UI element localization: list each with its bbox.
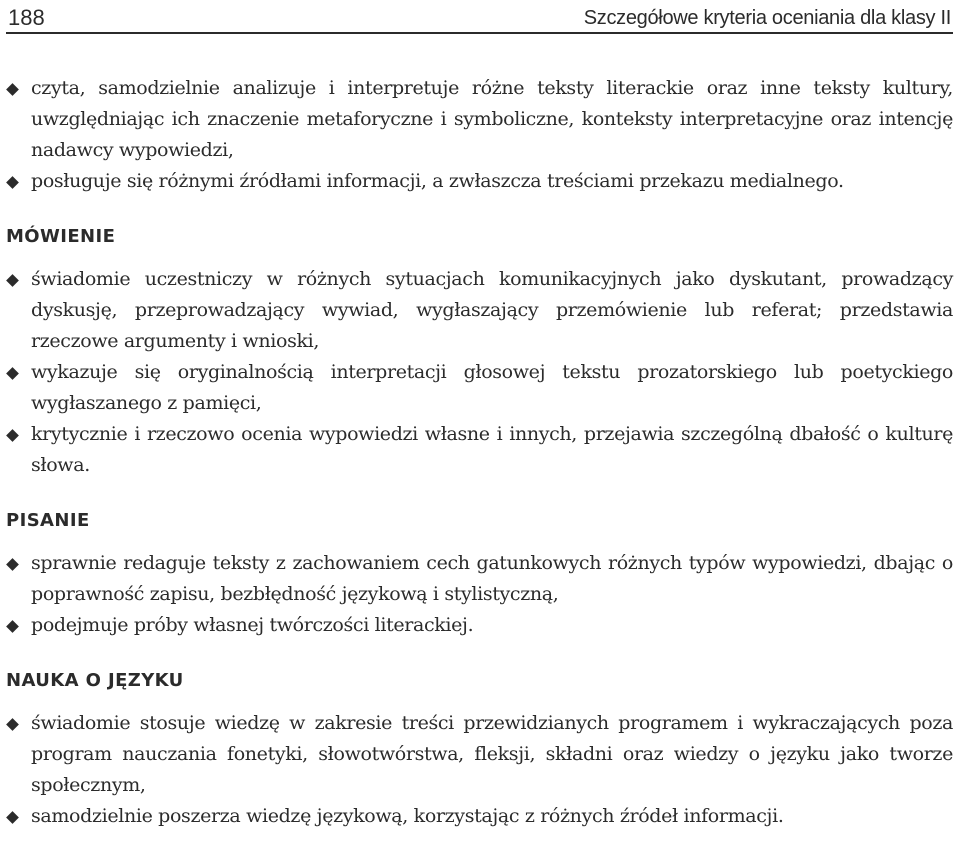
- diamond-bullet-icon: [6, 176, 19, 189]
- section-mowienie: [6, 226, 953, 481]
- list-item: świadomie stosuje wiedzę w zakresie treści przewidzianych programem i wykraczających poza program nauczania fonetyki, słowotwórstwa, fleksji, składni oraz wiedzy o języku jako tworze społecznym,: [6, 708, 953, 801]
- section-heading: MÓWIENIE: [6, 226, 116, 247]
- intro-list: [6, 73, 953, 197]
- diamond-bullet-icon: [6, 620, 19, 633]
- pisanie-list: [6, 548, 953, 641]
- nauka-o-jezyku-list: [6, 708, 953, 832]
- section-nauka-o-jezyku: [6, 670, 953, 832]
- list-item: samodzielnie poszerza wiedzę językową, korzystając z różnych źródeł informacji.: [6, 801, 953, 832]
- mowienie-list: [6, 264, 953, 481]
- diamond-bullet-icon: [6, 718, 19, 731]
- list-item: świadomie uczestniczy w różnych sytuacjach komunikacyjnych jako dyskutant, prowadzący dyskusję, przeprowadzający wywiad, wygłaszający przemówienie lub referat; przedstawia rzeczowe argumenty i wnioski,: [6, 264, 953, 357]
- list-item: posługuje się różnymi źródłami informacji, a zwłaszcza treściami przekazu medialnego.: [6, 166, 953, 197]
- intro-section: [6, 73, 953, 197]
- diamond-bullet-icon: [6, 83, 19, 96]
- diamond-bullet-icon: [6, 274, 19, 287]
- list-item: sprawnie redaguje teksty z zachowaniem cech gatunkowych różnych typów wypowiedzi, dbając o poprawność zapisu, bezbłędność językową i stylistyczną,: [6, 548, 953, 610]
- running-head: Szczegółowe kryteria oceniania dla klasy II: [583, 7, 951, 29]
- section-heading: PISANIE: [6, 510, 90, 531]
- list-item: czyta, samodzielnie analizuje i interpretuje różne teksty literackie oraz inne teksty kultury, uwzględniając ich znaczenie metaforyczne i symboliczne, konteksty interpretacyjne oraz intencję nadawcy wypowiedzi,: [6, 73, 953, 166]
- list-item: podejmuje próby własnej twórczości literackiej.: [6, 610, 953, 641]
- section-heading: NAUKA O JĘZYKU: [6, 670, 184, 691]
- section-pisanie: [6, 510, 953, 641]
- diamond-bullet-icon: [6, 429, 19, 442]
- diamond-bullet-icon: [6, 811, 19, 824]
- diamond-bullet-icon: [6, 367, 19, 380]
- list-item: krytycznie i rzeczowo ocenia wypowiedzi własne i innych, przejawia szczególną dbałość o kulturę słowa.: [6, 419, 953, 481]
- diamond-bullet-icon: [6, 558, 19, 571]
- page-number: 188: [8, 5, 45, 30]
- list-item: wykazuje się oryginalnością interpretacji głosowej tekstu prozatorskiego lub poetyckiego wygłaszanego z pamięci,: [6, 357, 953, 419]
- page-header: [6, 0, 953, 34]
